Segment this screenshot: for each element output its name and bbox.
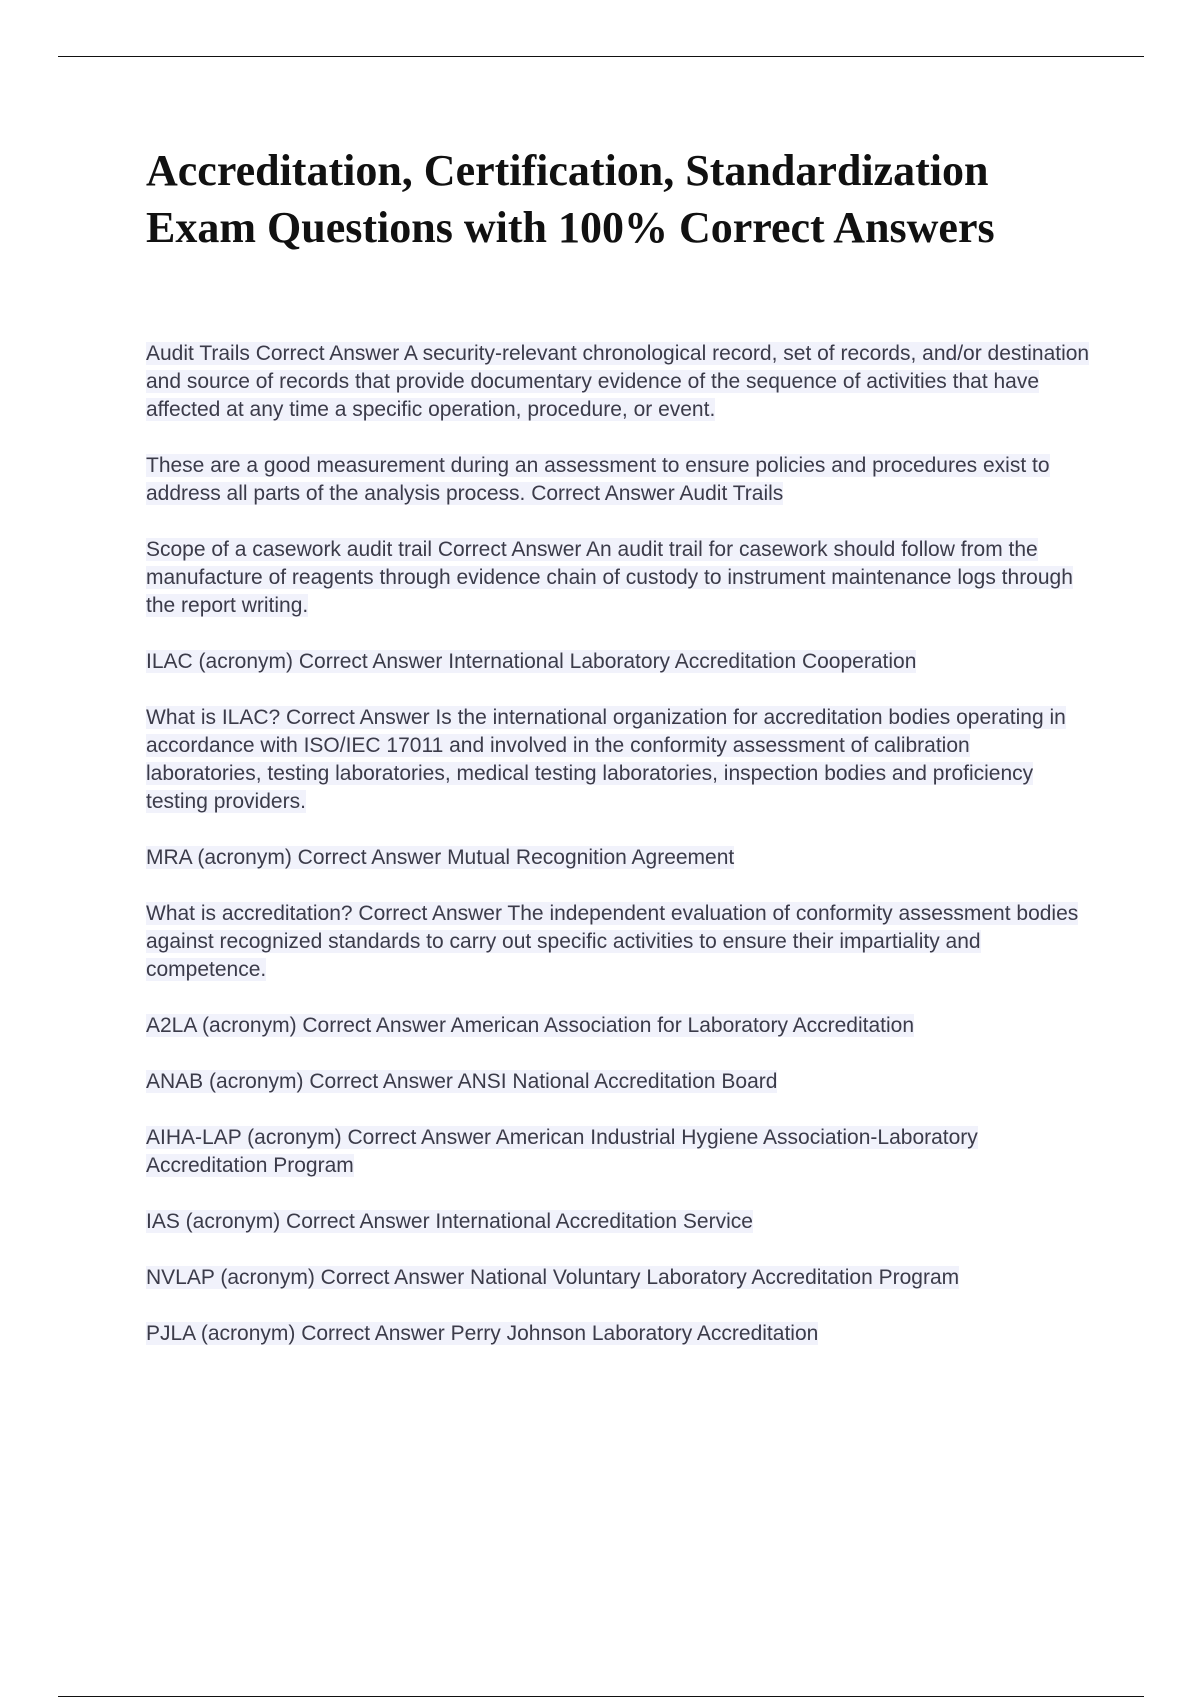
qa-item-text: ANAB (acronym) Correct Answer ANSI National Accreditation Board <box>146 1070 778 1093</box>
qa-item-what-is-ilac <box>146 704 1091 816</box>
page-title-line-1: Accreditation, Certification, Standardization <box>146 146 989 195</box>
qa-item-text: IAS (acronym) Correct Answer International Accreditation Service <box>146 1210 753 1233</box>
qa-item-text: ILAC (acronym) Correct Answer International Laboratory Accreditation Cooperation <box>146 650 917 673</box>
qa-item-ias-acronym <box>146 1208 1091 1236</box>
qa-item-nvlap-acronym <box>146 1264 1091 1292</box>
footer-rule <box>58 1696 1144 1697</box>
qa-item-pjla-acronym <box>146 1320 1091 1348</box>
qa-item-text: MRA (acronym) Correct Answer Mutual Recognition Agreement <box>146 846 735 869</box>
qa-item-anab-acronym <box>146 1068 1091 1096</box>
qa-item-casework-scope <box>146 536 1091 620</box>
qa-item-text: What is accreditation? Correct Answer The independent evaluation of conformity assessment bodies against recognized standards to carry out specific activities to ensure their impartiality and competence. <box>146 902 1079 981</box>
qa-item-text: These are a good measurement during an assessment to ensure policies and procedures exist to address all parts of the analysis process. Correct Answer Audit Trails <box>146 454 1050 505</box>
qa-item-text: AIHA-LAP (acronym) Correct Answer American Industrial Hygiene Association-Laboratory Accreditation Program <box>146 1126 978 1177</box>
qa-item-mra-acronym <box>146 844 1091 872</box>
qa-item-assessment-measurement <box>146 452 1091 508</box>
qa-item-ilac-acronym <box>146 648 1091 676</box>
page-title <box>146 142 1146 256</box>
qa-item-aiha-lap-acronym <box>146 1124 1091 1180</box>
qa-item-text: Scope of a casework audit trail Correct Answer An audit trail for casework should follow from the manufacture of reagents through evidence chain of custody to instrument maintenance logs through the report writing. <box>146 538 1073 617</box>
qa-item-text: What is ILAC? Correct Answer Is the international organization for accreditation bodies operating in accordance with ISO/IEC 17011 and involved in the conformity assessment of calibration laboratories, testing laboratories, medical testing laboratories, inspection bodies and proficiency testing providers. <box>146 706 1066 813</box>
qa-item-text: PJLA (acronym) Correct Answer Perry Johnson Laboratory Accreditation <box>146 1322 819 1345</box>
qa-item-a2la-acronym <box>146 1012 1091 1040</box>
qa-item-audit-trails <box>146 340 1091 424</box>
header-rule <box>58 56 1144 57</box>
page-title-line-2: Exam Questions with 100% Correct Answers <box>146 203 995 252</box>
qa-item-text: A2LA (acronym) Correct Answer American Association for Laboratory Accreditation <box>146 1014 915 1037</box>
qa-list <box>146 340 1091 1376</box>
qa-item-text: NVLAP (acronym) Correct Answer National Voluntary Laboratory Accreditation Program <box>146 1266 960 1289</box>
qa-item-what-is-accreditation <box>146 900 1091 984</box>
qa-item-text: Audit Trails Correct Answer A security-relevant chronological record, set of records, and/or destination and source of records that provide documentary evidence of the sequence of activities that have affected at any time a specific operation, procedure, or event. <box>146 342 1090 421</box>
